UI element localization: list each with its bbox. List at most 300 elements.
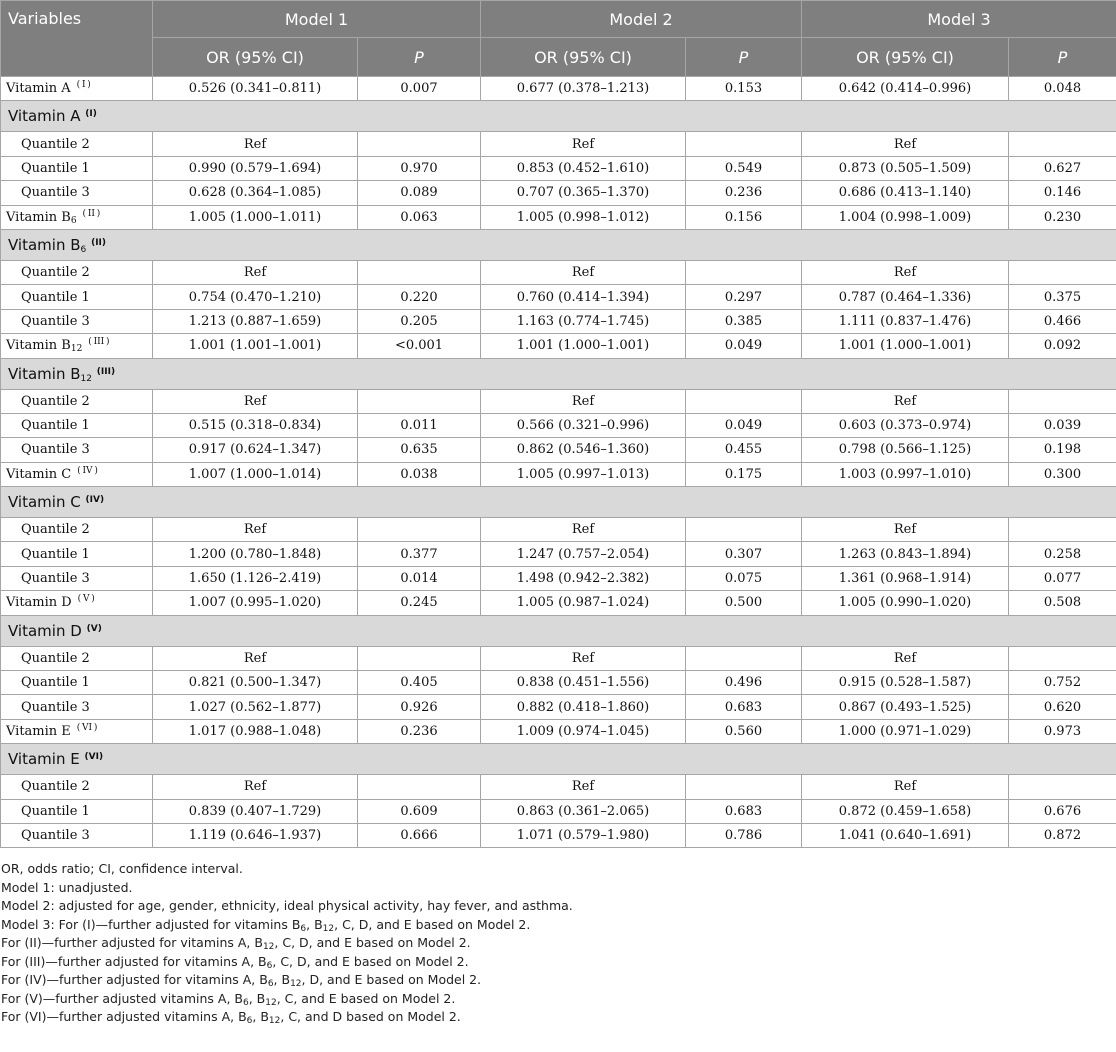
p-value-cell: 0.146 xyxy=(1009,181,1116,205)
p-value-cell: 0.156 xyxy=(686,205,802,229)
footnote-subscript: 6 xyxy=(266,960,273,971)
or-ci-cell: 0.686 (0.413–1.140) xyxy=(802,181,1009,205)
or-ci-cell: 1.005 (1.000–1.011) xyxy=(153,205,358,229)
reference-cell: Ref xyxy=(153,260,358,284)
footnote-line xyxy=(1,934,1116,953)
or-ci-cell: 1.071 (0.579–1.980) xyxy=(481,823,686,847)
p-value-cell: 0.048 xyxy=(1009,77,1116,101)
p-value-cell: 0.245 xyxy=(358,591,481,615)
reference-cell: Ref xyxy=(481,132,686,156)
or-ci-cell: 1.001 (1.000–1.001) xyxy=(802,334,1009,358)
header-p: P xyxy=(1009,38,1116,77)
p-value-cell: 0.627 xyxy=(1009,156,1116,180)
row-label: Quantile 1 xyxy=(1,156,153,180)
footnote-subscript: 12 xyxy=(262,942,275,953)
footnote-subscript: 12 xyxy=(290,979,302,990)
footnote-text: , C, D, and E based on Model 2. xyxy=(334,916,531,932)
footnote-text: , B xyxy=(273,972,291,988)
row-label: Quantile 2 xyxy=(1,775,153,799)
p-value-cell: 0.039 xyxy=(1009,413,1116,437)
p-value-cell: 0.236 xyxy=(358,719,481,743)
section-title xyxy=(1,744,1116,775)
or-ci-cell: 1.200 (0.780–1.848) xyxy=(153,542,358,566)
footnote-text: Model 2: adjusted for age, gender, ethnicity, ideal physical activity, hay fever, and asthma. xyxy=(1,898,573,914)
table-row xyxy=(1,646,1116,670)
vitamin-letter: B xyxy=(61,338,71,354)
p-value-cell: 0.077 xyxy=(1009,566,1116,590)
table-row xyxy=(1,566,1116,590)
reference-cell: Ref xyxy=(802,518,1009,542)
p-value-cell: 0.236 xyxy=(686,181,802,205)
reference-cell: Ref xyxy=(481,518,686,542)
or-ci-cell: 1.003 (0.997–1.010) xyxy=(802,462,1009,486)
p-value-cell: 0.307 xyxy=(686,542,802,566)
header-or-ci: OR (95% CI) xyxy=(481,38,686,77)
vitamin-word: Vitamin xyxy=(6,595,58,611)
footnote-text: , C, D, and E based on Model 2. xyxy=(274,935,471,951)
group-roman-numeral: ( VI ) xyxy=(74,723,98,733)
vitamin-word: Vitamin xyxy=(6,338,58,354)
footnote-line xyxy=(1,990,1116,1009)
reference-cell: Ref xyxy=(802,389,1009,413)
footnote-line xyxy=(1,916,1116,935)
vitamin-word: Vitamin xyxy=(8,493,66,512)
group-roman-numeral: (I) xyxy=(85,109,97,120)
or-ci-cell: 0.882 (0.418–1.860) xyxy=(481,695,686,719)
p-value-cell: 0.258 xyxy=(1009,542,1116,566)
vitamin-word: Vitamin xyxy=(8,750,66,769)
or-ci-cell: 0.873 (0.505–1.509) xyxy=(802,156,1009,180)
table-row xyxy=(1,591,1116,615)
p-value-cell: 0.752 xyxy=(1009,671,1116,695)
group-roman-numeral: (VI) xyxy=(84,752,104,763)
p-value-cell: 0.405 xyxy=(358,671,481,695)
header-or-ci: OR (95% CI) xyxy=(153,38,358,77)
row-label: Quantile 3 xyxy=(1,438,153,462)
section-title xyxy=(1,358,1116,389)
table-row xyxy=(1,334,1116,358)
footnote-subscript: 6 xyxy=(267,979,274,990)
vitamin-subscript: 6 xyxy=(80,244,87,255)
empty-cell xyxy=(358,518,481,542)
table-row xyxy=(1,799,1116,823)
row-label: Quantile 3 xyxy=(1,181,153,205)
header-variables: Variables xyxy=(1,1,153,77)
p-value-cell: 0.153 xyxy=(686,77,802,101)
or-ci-cell: 1.041 (0.640–1.691) xyxy=(802,823,1009,847)
or-ci-cell: 1.007 (1.000–1.014) xyxy=(153,462,358,486)
table-row xyxy=(1,518,1116,542)
footnote-text: For (V)—further adjusted vitamins A, B xyxy=(1,990,243,1006)
or-ci-cell: 0.872 (0.459–1.658) xyxy=(802,799,1009,823)
or-ci-cell: 1.163 (0.774–1.745) xyxy=(481,309,686,333)
p-value-cell: 0.560 xyxy=(686,719,802,743)
footnote-subscript: 6 xyxy=(242,997,249,1008)
row-label: Quantile 3 xyxy=(1,695,153,719)
empty-cell xyxy=(358,775,481,799)
footnote-text: , B xyxy=(306,916,323,932)
empty-cell xyxy=(686,646,802,670)
footnote-line xyxy=(1,971,1116,990)
header-model-3: Model 3 xyxy=(802,1,1116,38)
vitamin-letter: C xyxy=(70,493,81,512)
or-ci-cell: 0.526 (0.341–0.811) xyxy=(153,77,358,101)
vitamin-word: Vitamin xyxy=(8,621,66,640)
reference-cell: Ref xyxy=(802,775,1009,799)
vitamin-letter: B xyxy=(61,209,71,225)
vitamin-word: Vitamin xyxy=(8,107,66,126)
footnote-text: , B xyxy=(248,990,266,1006)
group-roman-numeral: ( IV ) xyxy=(75,465,98,476)
empty-cell xyxy=(686,132,802,156)
table-row xyxy=(1,823,1116,847)
or-ci-cell: 1.111 (0.837–1.476) xyxy=(802,309,1009,333)
vitamin-letter: C xyxy=(61,466,72,482)
group-roman-numeral: ( V ) xyxy=(75,594,95,605)
vitamin-word: Vitamin xyxy=(6,209,58,225)
row-label: Quantile 3 xyxy=(1,309,153,333)
row-label: Quantile 1 xyxy=(1,285,153,309)
section-header-row xyxy=(1,358,1116,389)
table-body xyxy=(1,77,1116,848)
or-ci-cell: 0.707 (0.365–1.370) xyxy=(481,181,686,205)
p-value-cell: 0.926 xyxy=(358,695,481,719)
or-ci-cell: 1.498 (0.942–2.382) xyxy=(481,566,686,590)
footnote-text: , D, and E based on Model 2. xyxy=(301,972,482,988)
row-label: Quantile 1 xyxy=(1,413,153,437)
footnote-subscript: 12 xyxy=(265,997,277,1008)
table-row xyxy=(1,719,1116,743)
footnote-line xyxy=(1,897,1116,916)
p-value-cell: 0.175 xyxy=(686,462,802,486)
roman-numeral: II xyxy=(95,237,102,248)
row-label: Quantile 2 xyxy=(1,132,153,156)
row-label: Quantile 1 xyxy=(1,671,153,695)
footnote-line xyxy=(1,879,1116,898)
footnote-subscript: 6 xyxy=(300,923,307,934)
vitamin-word: Vitamin xyxy=(6,81,58,97)
vitamin-letter: E xyxy=(61,724,71,739)
row-label: Quantile 2 xyxy=(1,260,153,284)
section-title xyxy=(1,615,1116,646)
table-row xyxy=(1,413,1116,437)
footnote-text: , C, D, and E based on Model 2. xyxy=(272,953,469,969)
row-label xyxy=(1,462,153,486)
footnote-line xyxy=(1,1008,1116,1027)
p-value-cell: 0.089 xyxy=(358,181,481,205)
or-ci-cell: 0.677 (0.378–1.213) xyxy=(481,77,686,101)
section-header-row xyxy=(1,487,1116,518)
section-title xyxy=(1,101,1116,132)
empty-cell xyxy=(686,389,802,413)
reference-cell: Ref xyxy=(481,775,686,799)
row-label: Quantile 1 xyxy=(1,799,153,823)
p-value-cell: 0.609 xyxy=(358,799,481,823)
or-ci-cell: 1.005 (0.997–1.013) xyxy=(481,462,686,486)
reference-cell: Ref xyxy=(153,132,358,156)
or-ci-cell: 0.917 (0.624–1.347) xyxy=(153,438,358,462)
or-ci-cell: 0.867 (0.493–1.525) xyxy=(802,695,1009,719)
vitamin-letter: B xyxy=(70,235,81,254)
table-row xyxy=(1,542,1116,566)
empty-cell xyxy=(358,389,481,413)
vitamin-subscript: 12 xyxy=(80,373,92,384)
footnote-text: , C, and D based on Model 2. xyxy=(280,1009,461,1025)
reference-cell: Ref xyxy=(802,646,1009,670)
row-label xyxy=(1,719,153,743)
group-roman-numeral: (III) xyxy=(96,366,116,377)
section-header-row xyxy=(1,744,1116,775)
empty-cell xyxy=(686,260,802,284)
or-ci-cell: 0.821 (0.500–1.347) xyxy=(153,671,358,695)
footnote-subscript: 12 xyxy=(322,923,335,934)
p-value-cell: 0.377 xyxy=(358,542,481,566)
or-ci-cell: 0.760 (0.414–1.394) xyxy=(481,285,686,309)
p-value-cell: 0.038 xyxy=(358,462,481,486)
reference-cell: Ref xyxy=(153,389,358,413)
footnote-text: Model 3: For (I)—further adjusted for vitamins B xyxy=(1,916,301,932)
or-ci-cell: 1.119 (0.646–1.937) xyxy=(153,823,358,847)
group-roman-numeral: (II) xyxy=(91,237,107,248)
footnote-text: For (III)—further adjusted for vitamins A, B xyxy=(1,953,267,969)
p-value-cell: 0.198 xyxy=(1009,438,1116,462)
empty-cell xyxy=(1009,775,1116,799)
p-value-cell: 0.049 xyxy=(686,334,802,358)
table-row xyxy=(1,389,1116,413)
p-value-cell: 0.508 xyxy=(1009,591,1116,615)
vitamin-letter: D xyxy=(61,595,72,611)
row-label: Quantile 3 xyxy=(1,823,153,847)
p-value-cell: 0.092 xyxy=(1009,334,1116,358)
p-value-cell: 0.496 xyxy=(686,671,802,695)
footnote-text: , C, and E based on Model 2. xyxy=(276,990,456,1006)
roman-numeral: III xyxy=(93,337,105,348)
p-value-cell: 0.011 xyxy=(358,413,481,437)
p-value-cell: 0.220 xyxy=(358,285,481,309)
or-ci-cell: 1.263 (0.843–1.894) xyxy=(802,542,1009,566)
or-ci-cell: 1.005 (0.998–1.012) xyxy=(481,205,686,229)
table-row xyxy=(1,205,1116,229)
or-ci-cell: 1.007 (0.995–1.020) xyxy=(153,591,358,615)
empty-cell xyxy=(1009,646,1116,670)
empty-cell xyxy=(686,518,802,542)
row-label xyxy=(1,77,153,101)
or-ci-cell: 1.004 (0.998–1.009) xyxy=(802,205,1009,229)
or-ci-cell: 0.798 (0.566–1.125) xyxy=(802,438,1009,462)
section-title xyxy=(1,487,1116,518)
row-label xyxy=(1,334,153,358)
p-value-cell: 0.500 xyxy=(686,591,802,615)
header-or-ci: OR (95% CI) xyxy=(802,38,1009,77)
p-value-cell: 0.297 xyxy=(686,285,802,309)
table-footnotes xyxy=(0,848,1116,1027)
row-label: Quantile 2 xyxy=(1,389,153,413)
or-ci-cell: 0.566 (0.321–0.996) xyxy=(481,413,686,437)
section-header-row xyxy=(1,229,1116,260)
p-value-cell: 0.385 xyxy=(686,309,802,333)
table-row xyxy=(1,156,1116,180)
row-label: Quantile 3 xyxy=(1,566,153,590)
p-value-cell: 0.075 xyxy=(686,566,802,590)
roman-numeral: I xyxy=(81,80,86,91)
p-value-cell: 0.014 xyxy=(358,566,481,590)
p-value-cell: 0.683 xyxy=(686,695,802,719)
reference-cell: Ref xyxy=(481,260,686,284)
roman-numeral: III xyxy=(100,366,111,377)
p-value-cell: 0.635 xyxy=(358,438,481,462)
row-label: Quantile 2 xyxy=(1,518,153,542)
or-ci-cell: 1.247 (0.757–2.054) xyxy=(481,542,686,566)
reference-cell: Ref xyxy=(153,518,358,542)
or-ci-cell: 0.839 (0.407–1.729) xyxy=(153,799,358,823)
empty-cell xyxy=(358,132,481,156)
group-roman-numeral: ( II ) xyxy=(80,208,101,219)
header-row-models xyxy=(1,1,1116,38)
or-ci-cell: 1.000 (0.971–1.029) xyxy=(802,719,1009,743)
table-row xyxy=(1,285,1116,309)
table-row xyxy=(1,132,1116,156)
or-ci-cell: 1.213 (0.887–1.659) xyxy=(153,309,358,333)
roman-numeral: V xyxy=(90,623,98,634)
empty-cell xyxy=(1009,260,1116,284)
or-ci-cell: 1.005 (0.990–1.020) xyxy=(802,591,1009,615)
or-ci-cell: 0.838 (0.451–1.556) xyxy=(481,671,686,695)
or-ci-cell: 0.603 (0.373–0.974) xyxy=(802,413,1009,437)
footnote-text: For (IV)—further adjusted for vitamins A, B xyxy=(1,972,268,988)
section-title xyxy=(1,229,1116,260)
table-row xyxy=(1,77,1116,101)
roman-numeral: II xyxy=(87,208,95,219)
or-ci-cell: 0.915 (0.528–1.587) xyxy=(802,671,1009,695)
vitamin-word: Vitamin xyxy=(8,364,66,383)
vitamin-subscript: 6 xyxy=(70,215,77,226)
vitamin-word: Vitamin xyxy=(8,235,66,254)
reference-cell: Ref xyxy=(802,260,1009,284)
or-ci-cell: 1.005 (0.987–1.024) xyxy=(481,591,686,615)
or-ci-cell: 1.361 (0.968–1.914) xyxy=(802,566,1009,590)
roman-numeral: I xyxy=(89,109,93,120)
header-p: P xyxy=(686,38,802,77)
roman-numeral: VI xyxy=(88,752,99,763)
row-label xyxy=(1,205,153,229)
p-value-cell: 0.375 xyxy=(1009,285,1116,309)
vitamin-subscript: 12 xyxy=(70,344,83,355)
p-value-cell: 0.300 xyxy=(1009,462,1116,486)
vitamin-word: Vitamin xyxy=(6,466,58,482)
footnote-text: Model 1: unadjusted. xyxy=(1,879,133,895)
footnote-subscript: 12 xyxy=(268,1016,281,1027)
empty-cell xyxy=(686,775,802,799)
table-row xyxy=(1,462,1116,486)
or-ci-cell: 0.862 (0.546–1.360) xyxy=(481,438,686,462)
reference-cell: Ref xyxy=(802,132,1009,156)
table-row xyxy=(1,260,1116,284)
or-ci-cell: 0.863 (0.361–2.065) xyxy=(481,799,686,823)
footnote-text: , B xyxy=(252,1009,269,1025)
or-ci-cell: 0.642 (0.414–0.996) xyxy=(802,77,1009,101)
p-value-cell: 0.620 xyxy=(1009,695,1116,719)
p-value-cell: 0.683 xyxy=(686,799,802,823)
table-row xyxy=(1,695,1116,719)
footnote-text: For (VI)—further adjusted vitamins A, B xyxy=(1,1009,247,1025)
row-label xyxy=(1,591,153,615)
roman-numeral: IV xyxy=(82,465,93,476)
p-value-cell: 0.230 xyxy=(1009,205,1116,229)
footnote-text: OR, odds ratio; CI, confidence interval. xyxy=(1,861,243,877)
or-ci-cell: 0.754 (0.470–1.210) xyxy=(153,285,358,309)
group-roman-numeral: (V) xyxy=(86,623,102,634)
roman-numeral: IV xyxy=(89,495,100,506)
p-value-cell: 0.205 xyxy=(358,309,481,333)
header-model-2: Model 2 xyxy=(481,1,802,38)
or-ci-cell: 1.001 (1.001–1.001) xyxy=(153,334,358,358)
vitamin-word: Vitamin xyxy=(6,724,58,739)
vitamin-letter: E xyxy=(70,750,80,769)
or-ci-cell: 1.027 (0.562–1.877) xyxy=(153,695,358,719)
vitamin-letter: A xyxy=(61,81,71,97)
header-row-columns xyxy=(1,38,1116,77)
p-value-cell: 0.786 xyxy=(686,823,802,847)
empty-cell xyxy=(1009,518,1116,542)
footnote-subscript: 6 xyxy=(246,1016,253,1027)
table-row xyxy=(1,181,1116,205)
header-model-1: Model 1 xyxy=(153,1,481,38)
p-value-cell: 0.872 xyxy=(1009,823,1116,847)
table-row xyxy=(1,438,1116,462)
row-label: Quantile 1 xyxy=(1,542,153,566)
vitamin-letter: D xyxy=(70,621,82,640)
p-value-cell: 0.007 xyxy=(358,77,481,101)
or-ci-cell: 1.009 (0.974–1.045) xyxy=(481,719,686,743)
vitamin-letter: B xyxy=(70,364,81,383)
p-value-cell: 0.549 xyxy=(686,156,802,180)
p-value-cell: 0.455 xyxy=(686,438,802,462)
section-header-row xyxy=(1,101,1116,132)
or-ci-cell: 0.853 (0.452–1.610) xyxy=(481,156,686,180)
empty-cell xyxy=(358,260,481,284)
reference-cell: Ref xyxy=(153,646,358,670)
or-ci-cell: 0.990 (0.579–1.694) xyxy=(153,156,358,180)
p-value-cell: <0.001 xyxy=(358,334,481,358)
reference-cell: Ref xyxy=(481,646,686,670)
roman-numeral: V xyxy=(82,594,90,605)
table-row xyxy=(1,775,1116,799)
or-ci-cell: 1.017 (0.988–1.048) xyxy=(153,719,358,743)
p-value-cell: 0.049 xyxy=(686,413,802,437)
table-row xyxy=(1,309,1116,333)
p-value-cell: 0.973 xyxy=(1009,719,1116,743)
row-label: Quantile 2 xyxy=(1,646,153,670)
footnote-line xyxy=(1,953,1116,972)
header-p: P xyxy=(358,38,481,77)
group-roman-numeral: (IV) xyxy=(85,495,105,506)
p-value-cell: 0.466 xyxy=(1009,309,1116,333)
table-row xyxy=(1,671,1116,695)
p-value-cell: 0.676 xyxy=(1009,799,1116,823)
p-value-cell: 0.666 xyxy=(358,823,481,847)
section-header-row xyxy=(1,615,1116,646)
reference-cell: Ref xyxy=(481,389,686,413)
empty-cell xyxy=(358,646,481,670)
group-roman-numeral: ( III ) xyxy=(86,337,110,348)
footnote-text: For (II)—further adjusted for vitamins A, B xyxy=(1,935,263,951)
or-ci-cell: 1.650 (1.126–2.419) xyxy=(153,566,358,590)
or-ci-cell: 1.001 (1.000–1.001) xyxy=(481,334,686,358)
or-ci-cell: 0.628 (0.364–1.085) xyxy=(153,181,358,205)
empty-cell xyxy=(1009,389,1116,413)
roman-numeral: VI xyxy=(82,723,93,733)
footnote-line xyxy=(1,860,1116,879)
